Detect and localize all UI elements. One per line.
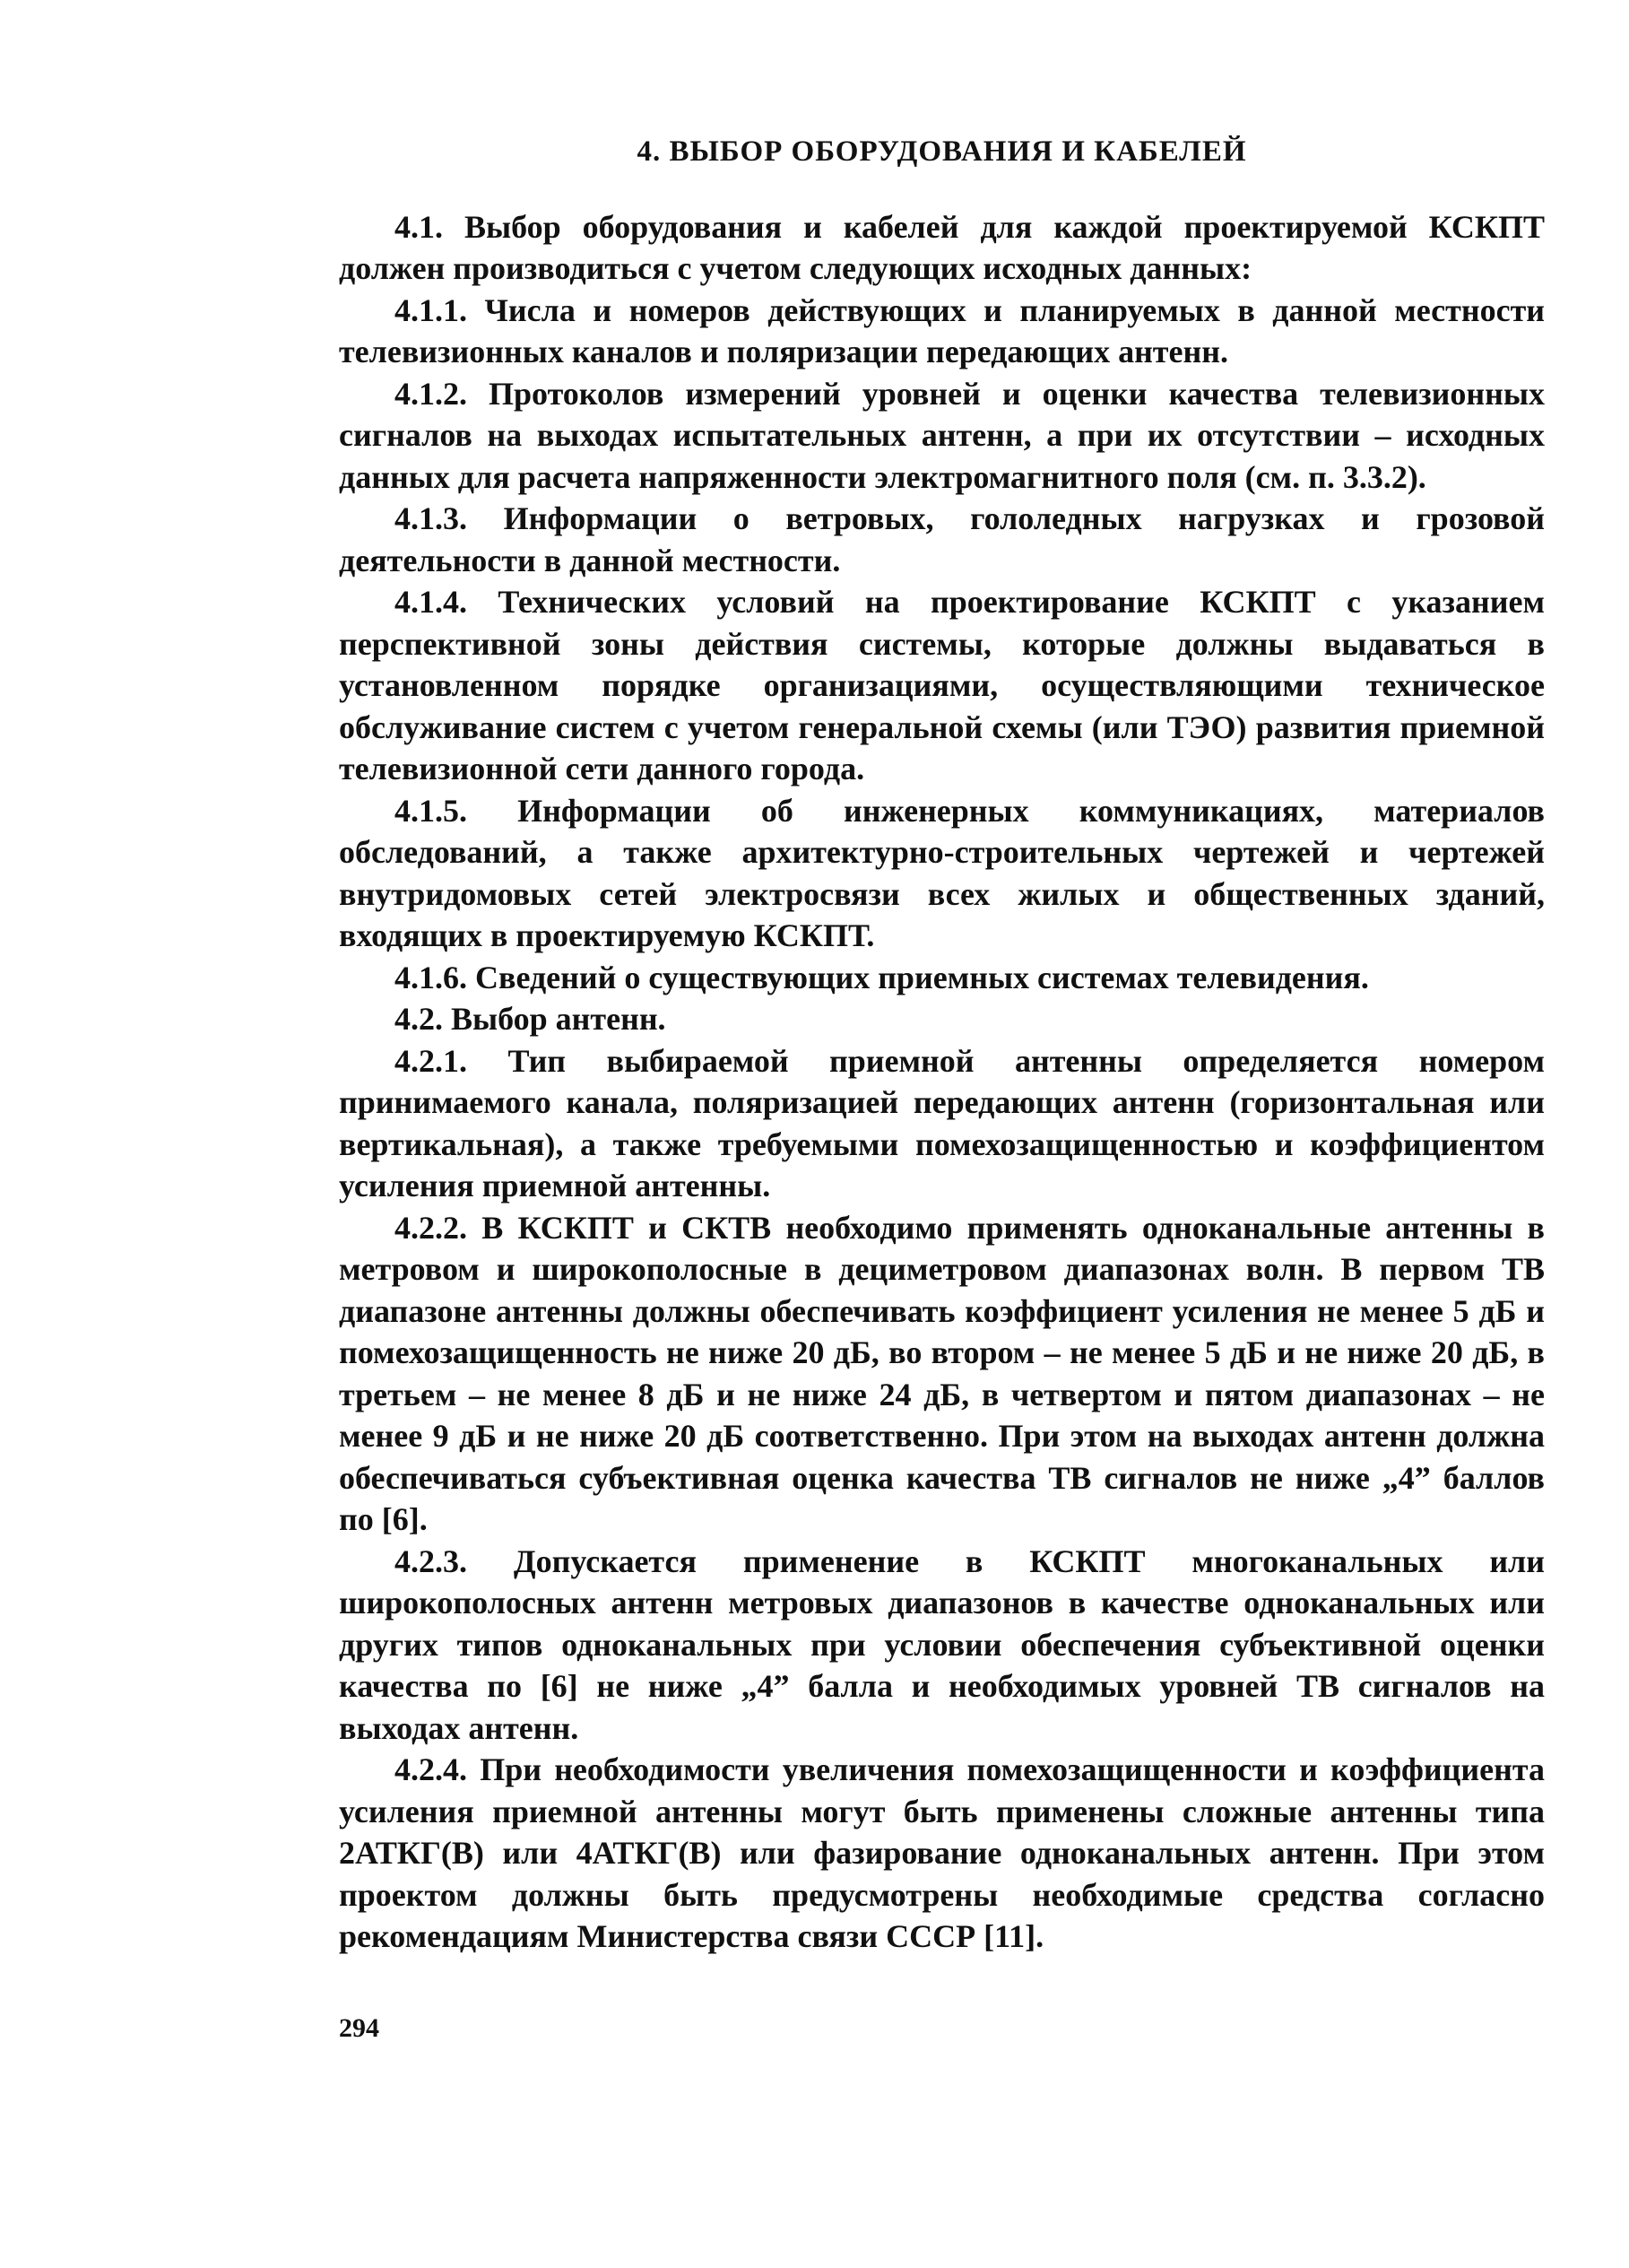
paragraph-4-2: 4.2. Выбор антенн. <box>394 1001 666 1038</box>
paragraph-4-1-2: 4.1.2. Протоколов измерений уровней и оценки качества телевизионных сигналов на выходах испытательных антенн, а при их отсутствии – исходных данных для расчета напряженности электромагнитного поля (см. п. 3.3.2). <box>339 375 1545 495</box>
paragraph-4-2-1: 4.2.1. Тип выбираемой приемной антенны определяется номером принимаемого канала, поляризацией передающих антенн (горизонтальная или вертикальная), а также требуемыми помехозащищенностью и коэффициентом усиления приемной антенны. <box>339 1042 1545 1204</box>
section-heading: 4. ВЫБОР ОБОРУДОВАНИЯ И КАБЕЛЕЙ <box>637 135 1247 168</box>
paragraph-4-1-4: 4.1.4. Технических условий на проектирование КСКПТ с указанием перспективной зоны действия системы, которые должны выдаваться в установленном порядке организациями, осуществляющими техническое обслуживание систем с учетом генеральной схемы (или ТЭО) развития приемной телевизионной сети данного города. <box>339 584 1545 787</box>
page-number: 294 <box>339 2013 379 2043</box>
paragraph-4-2-3: 4.2.3. Допускается применение в КСКПТ многоканальных или широкополосных антенн метровых диапазонов в качестве одноканальных или других типов одноканальных при условии обеспечения субъективной оценки качества по [6] не ниже „4” балла и необходимых уровней ТВ сигналов на выходах антенн. <box>339 1542 1545 1746</box>
paragraph-4-1-3: 4.1.3. Информации о ветровых, гололедных нагрузках и грозовой деятельности в данной местности. <box>339 500 1545 578</box>
paragraph-4-1-6: 4.1.6. Сведений о существующих приемных системах телевидения. <box>394 959 1369 995</box>
paragraph-4-2-4: 4.2.4. При необходимости увеличения помехозащищенности и коэффициента усиления приемной антенны могут быть применены сложные антенны типа 2АТКГ(В) или 4АТКГ(В) или фазирование одноканальных антенн. При этом проектом должны быть предусмотрены необходимые средства согласно рекомендациям Министерства связи СССР [11]. <box>339 1751 1545 1955</box>
paragraph-4-1-5: 4.1.5. Информации об инженерных коммуникациях, материалов обследований, а также архитектурно-строительных чертежей и чертежей внутридомовых сетей электросвязи всех жилых и общественных зданий, входящих в проектируемую КСКПТ. <box>339 792 1545 954</box>
paragraph-4-1: 4.1. Выбор оборудования и кабелей для каждой проектируемой КСКПТ должен производиться с учетом следующих исходных данных: <box>339 208 1545 287</box>
text-block <box>339 135 1545 1958</box>
paragraph-4-2-2: 4.2.2. В КСКПТ и СКТВ необходимо применять одноканальные антенны в метровом и широкополосные в дециметровом диапазонах волн. В первом ТВ диапазоне антенны должны обеспечивать коэффициент усиления не менее 5 дБ и помехозащищенность не ниже 20 дБ, во втором – не менее 5 дБ и не ниже 20 дБ, в третьем – не менее 8 дБ и не ниже 24 дБ, в четвертом и пятом диапазонах – не менее 9 дБ и не ниже 20 дБ соответственно. При этом на выходах антенн должна обеспечиваться субъективная оценка качества ТВ сигналов не ниже „4” баллов по [6]. <box>339 1209 1545 1538</box>
paragraph-4-1-1: 4.1.1. Числа и номеров действующих и планируемых в данной местности телевизионных каналов и поляризации передающих антенн. <box>339 291 1545 370</box>
